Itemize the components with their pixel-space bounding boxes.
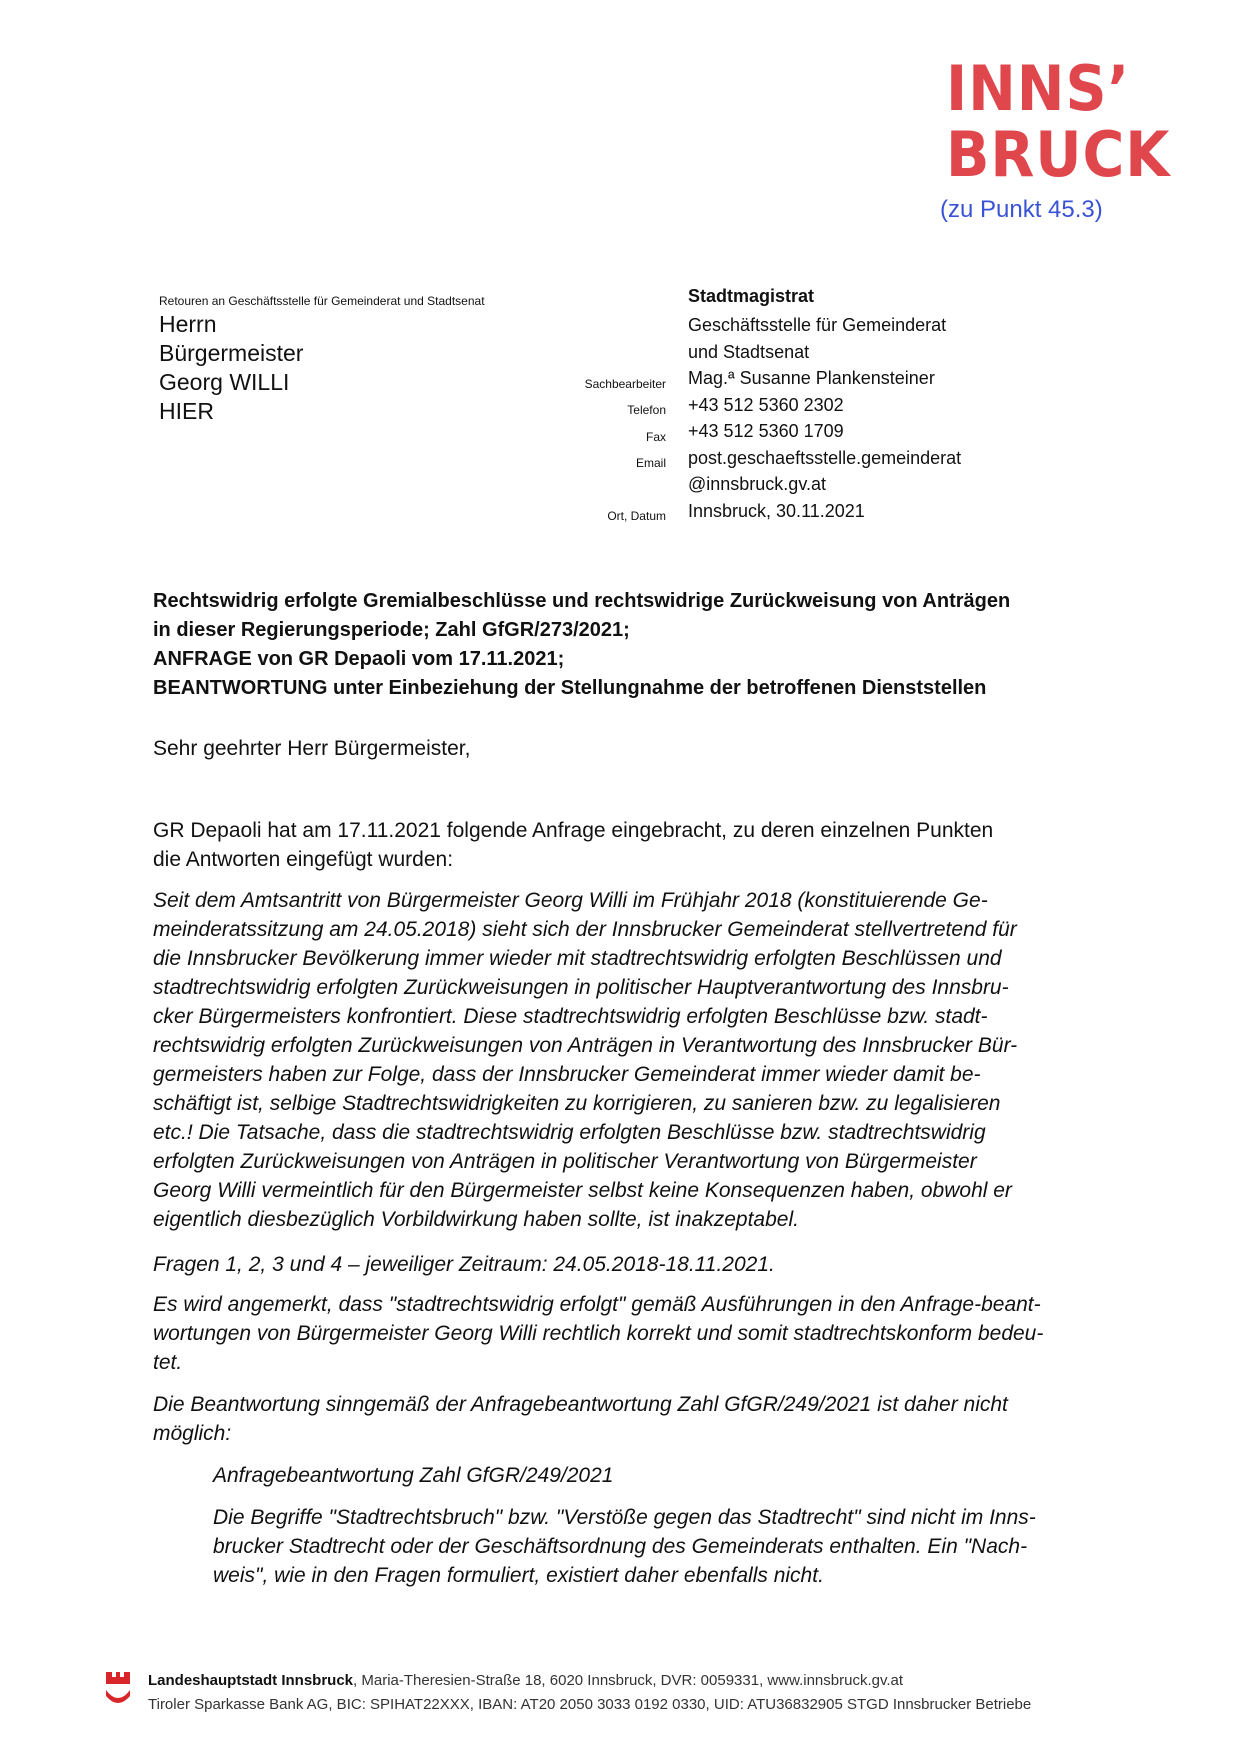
sender-email-line2: @innsbruck.gv.at [688, 474, 826, 494]
city-crest-icon [104, 1670, 132, 1706]
inquiry-line: etc.! Die Tatsache, dass die stadtrechtswidrig erfolgten Beschlüsse bzw. stadtrechtswidrig [153, 1121, 986, 1144]
footer [148, 1669, 1031, 1717]
logo-line2: BRUCK [946, 118, 1171, 191]
return-address: Retouren an Geschäftsstelle für Gemeinderat und Stadtsenat [159, 294, 485, 308]
inquiry-paragraph [153, 886, 1133, 1234]
recipient-line: Georg WILLI [159, 369, 290, 395]
reference-note: (zu Punkt 45.3) [940, 196, 1103, 223]
footer-org: Landeshauptstadt Innsbruck [148, 1672, 354, 1689]
quote-paragraph [213, 1503, 1133, 1590]
inquiry-line: Seit dem Amtsantritt von Bürgermeister Georg Willi im Frühjahr 2018 (konstituierende Ge- [153, 889, 988, 912]
quote-line: weis", wie in den Fragen formuliert, existiert daher ebenfalls nicht. [213, 1564, 824, 1587]
subject-line: BEANTWORTUNG unter Einbeziehung der Stellungnahme der betroffenen Dienststellen [153, 677, 987, 699]
sender-email-line1: post.geschaeftsstelle.gemeinderat [688, 447, 962, 468]
subject-block [153, 587, 1153, 703]
sender-office-line2: und Stadtsenat [688, 341, 810, 362]
not-possible-paragraph [153, 1390, 1133, 1448]
sender-date: Innsbruck, 30.11.2021 [688, 500, 865, 521]
logo-line1: INNS’ [946, 52, 1131, 125]
footer-line2: Tiroler Sparkasse Bank AG, BIC: SPIHAT22XXX, IBAN: AT20 2050 3033 0192 0330, UID: ATU36832905 STGD Innsbrucker Betriebe [148, 1696, 1032, 1713]
sender-fax: +43 512 5360 1709 [688, 421, 844, 441]
sender-title: Stadtmagistrat [688, 286, 815, 306]
sender-office-line1: Geschäftsstelle für Gemeinderat [688, 315, 947, 335]
questions-period: Fragen 1, 2, 3 und 4 – jeweiliger Zeitraum: 24.05.2018-18.11.2021. [153, 1253, 775, 1276]
remark-paragraph [153, 1290, 1133, 1377]
subject-line: ANFRAGE von GR Depaoli vom 17.11.2021; [153, 648, 565, 670]
intro-line: GR Depaoli hat am 17.11.2021 folgende Anfrage eingebracht, zu deren einzelnen Punkten [153, 819, 994, 842]
intro-line: die Antworten eingefügt wurden: [153, 848, 454, 871]
sender-block [688, 312, 961, 524]
innsbruck-logo [946, 52, 1176, 191]
salutation: Sehr geehrter Herr Bürgermeister, [153, 737, 471, 760]
quote-title: Anfragebeantwortung Zahl GfGR/249/2021 [213, 1464, 614, 1487]
clerk-label: Sachbearbeiter [584, 377, 666, 391]
subject-line: Rechtswidrig erfolgte Gremialbeschlüsse und rechtswidrige Zurückweisung von Anträgen [153, 590, 1011, 612]
inquiry-line: die Innsbrucker Bevölkerung immer wieder mit stadtrechtswidrig erfolgten Beschlüssen und [153, 947, 1002, 970]
inquiry-line: erfolgten Zurückweisungen von Anträgen in politischer Verantwortung von Bürgermeister [153, 1150, 977, 1173]
inquiry-line: Georg Willi vermeintlich für den Bürgermeister selbst keine Konsequenzen haben, obwohl er [153, 1179, 1012, 1202]
remark-line: Es wird angemerkt, dass "stadtrechtswidrig erfolgt" gemäß Ausführungen in den Anfrage-beant- [153, 1293, 1041, 1316]
recipient-line: HIER [159, 398, 214, 424]
sender-clerk: Mag.ª Susanne Plankensteiner [688, 368, 935, 388]
recipient-line: Herrn [159, 311, 217, 337]
inquiry-line: eigentlich diesbezüglich Vorbildwirkung haben sollte, ist inakzeptabel. [153, 1208, 799, 1231]
inquiry-line: stadtrechtswidrig erfolgten Zurückweisungen in politischer Hauptverantwortung des Innsbru- [153, 976, 1009, 999]
quote-line: Die Begriffe "Stadtrechtsbruch" bzw. "Verstöße gegen das Stadtrecht" sind nicht im Inns- [213, 1506, 1036, 1529]
date-label: Ort, Datum [607, 509, 666, 523]
intro-paragraph [153, 816, 1133, 874]
not-possible-line: möglich: [153, 1422, 232, 1445]
email-label: Email [635, 456, 666, 470]
remark-line: tet. [153, 1351, 183, 1374]
recipient-block [159, 310, 303, 426]
not-possible-line: Die Beantwortung sinngemäß der Anfragebeantwortung Zahl GfGR/249/2021 ist daher nicht [153, 1393, 1008, 1416]
recipient-line: Bürgermeister [159, 340, 304, 366]
footer-line1 [148, 1669, 1031, 1693]
inquiry-line: meinderatssitzung am 24.05.2018) sieht sich der Innsbrucker Gemeinderat stellvertretend für [153, 918, 1017, 941]
fax-label: Fax [645, 430, 666, 444]
subject-line: in dieser Regierungsperiode; Zahl GfGR/273/2021; [153, 619, 630, 641]
footer-address: , Maria-Theresien-Straße 18, 6020 Innsbruck, DVR: 0059331, www.innsbruck.gv.at [353, 1672, 904, 1689]
sender-phone: +43 512 5360 2302 [688, 394, 844, 415]
phone-label: Telefon [627, 403, 666, 417]
quote-line: brucker Stadtrecht oder der Geschäftsordnung des Gemeinderats enthalten. Ein "Nach- [213, 1535, 1028, 1558]
remark-line: wortungen von Bürgermeister Georg Willi rechtlich korrekt und somit stadtrechtskonform bedeu- [153, 1322, 1044, 1345]
inquiry-line: cker Bürgermeisters konfrontiert. Diese stadtrechtswidrig erfolgten Beschlüsse bzw. stadt- [153, 1005, 988, 1028]
inquiry-line: rechtswidrig erfolgten Zurückweisungen von Anträgen in Verantwortung des Innsbrucker Bür- [153, 1034, 1018, 1057]
inquiry-line: schäftigt ist, selbige Stadtrechtswidrigkeiten zu korrigieren, zu sanieren bzw. zu legalisieren [153, 1092, 1001, 1115]
inquiry-line: germeisters haben zur Folge, dass der Innsbrucker Gemeinderat immer wieder damit be- [153, 1063, 981, 1086]
